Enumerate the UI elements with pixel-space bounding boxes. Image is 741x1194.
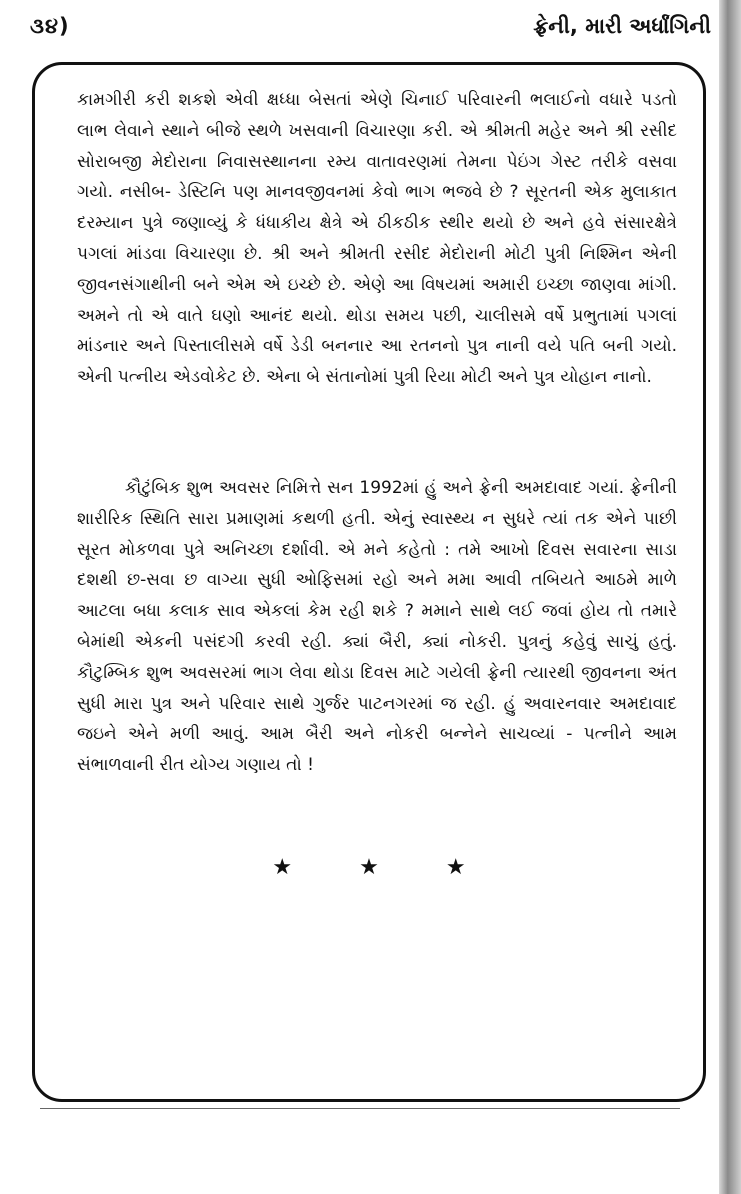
page-number: ૩૪) [30,14,70,38]
body-paragraph: કામગીરી કરી શકશે એવી ક્ષધ્ધા બેસતાં એણે ચિનાઈ પરિવારની ભલાઈનો વધારે પડતો લાભ લેવાને સ્થાને બીજે સ્થળે ખસવાની વિચારણા કરી. એ શ્રીમતી મહેર અને શ્રી રસીદ સોરાબજી મેદોરાના નિવાસસ્થાનના રમ્ય વાતાવરણમાં તેમના પેઇંગ ગેસ્ટ તરીકે વસવા ગયો. નસીબ- ડેસ્ટિનિ પણ માનવજીવનમાં કેવો ભાગ ભજવે છે ? સૂરતની એક મુલાકાત દરમ્યાન પુત્રે જણાવ્યું કે ધંધાકીય ક્ષેત્રે એ ઠીકઠીક સ્થીર થયો છે અને હવે સંસારક્ષેત્રે પગલાં માંડવા વિચારણા છે. શ્રી અને શ્રીમતી રસીદ મેદોરાની મોટી પુત્રી નિશ્મિન એની જીવનસંગાથીની બને એમ એ ઇચ્છે છે. એણે આ વિષયમાં અમારી ઇચ્છા જાણવા માંગી. અમને તો એ વાતે ઘણો આનંદ થયો. થોડા સમય પછી, ચાલીસમે વર્ષે પ્રભુતામાં પગલાં માંડનાર અને પિસ્તાલીસમે વર્ષે ડેડી બનનાર આ રતનનો પુત્ર નાની વયે પતિ બની ગયો. એની પત્નીય એડવોકેટ છે. એના બે સંતાનોમાં પુત્રી રિયા મોટી અને પુત્ર યોહાન નાનો. [77,90,677,388]
body-paragraph: કૌટુંબિક શુભ અવસર નિમિત્તે સન 1992માં હું અને ફ્રેની અમદાવાદ ગયાં. ફ્રેનીની શારીરિક સ્થિતિ સારા પ્રમાણમાં કથળી હતી. એનું સ્વાસ્થ્ય ન સુધરે ત્યાં તક એને પાછી સૂરત મોકળવા પુત્રે અનિચ્છા દર્શાવી. એ મને કહેતો : તમે આખો દિવસ સવારના સાડા દશથી છ-સવા છ વાગ્યા સુધી ઓફિસમાં રહો અને મમા આવી તબિયતે આઠમે માળે આટલા બધા કલાક સાવ એકલાં કેમ રહી શકે ? મમાને સાથે લઈ જવાં હોય તો તમારે બેમાંથી એકની પસંદગી કરવી રહી. ક્યાં બૈરી, ક્યાં નોકરી. પુત્રનું કહેવું સાચું હતું. કૌટુમ્બિક શુભ અવસરમાં ભાગ લેવા થોડા દિવસ માટે ગયેલી ફ્રેની ત્યારથી જીવનના અંત સુધી મારા પુત્ર અને પરિવાર સાથે ગુર્જર પાટનગરમાં જ રહી. હું અવારનવાર અમદાવાદ જઇને એને મળી આવું. આમ બૈરી અને નોકરી બન્નેને સાચવ્યાં - પત્નીને આમ સંભાળવાની રીત યોગ્ય ગણાય તો ! [77,478,677,776]
running-header-title: ફ્રેની, મારી અર્ધાંગિની [533,14,711,38]
section-break-stars: ★ ★ ★ [272,855,496,880]
page-edge-shadow [719,0,741,1194]
bottom-rule [40,1108,680,1109]
text-frame [32,62,706,1102]
